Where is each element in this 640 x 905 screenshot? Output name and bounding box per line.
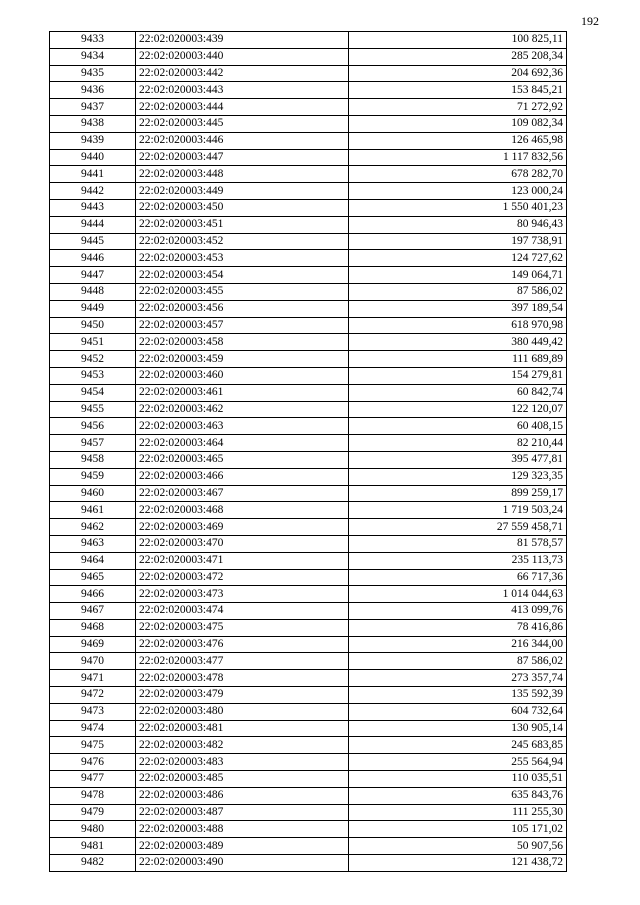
- cadastral-number-cell: 22:02:020003:478: [136, 670, 349, 687]
- table-row: [50, 317, 567, 334]
- cadastral-number-cell: 22:02:020003:447: [136, 149, 349, 166]
- cadastral-value-cell: 255 564,94: [349, 754, 567, 771]
- row-number-cell: 9461: [50, 502, 136, 519]
- cadastral-number-cell: 22:02:020003:463: [136, 418, 349, 435]
- cadastral-number-cell: 22:02:020003:450: [136, 199, 349, 216]
- table-row: [50, 535, 567, 552]
- table-row: [50, 502, 567, 519]
- cadastral-number-cell: 22:02:020003:486: [136, 787, 349, 804]
- cadastral-number-cell: 22:02:020003:439: [136, 32, 349, 49]
- cadastral-number-cell: 22:02:020003:464: [136, 435, 349, 452]
- cadastral-number-cell: 22:02:020003:490: [136, 855, 349, 872]
- table-row: [50, 183, 567, 200]
- table-row: [50, 703, 567, 720]
- row-number-cell: 9457: [50, 435, 136, 452]
- row-number-cell: 9477: [50, 771, 136, 788]
- cadastral-number-cell: 22:02:020003:483: [136, 754, 349, 771]
- cadastral-value-cell: 204 692,36: [349, 65, 567, 82]
- cadastral-value-cell: 60 842,74: [349, 384, 567, 401]
- row-number-cell: 9481: [50, 838, 136, 855]
- cadastral-value-cell: 81 578,57: [349, 535, 567, 552]
- cadastral-value-cell: 111 689,89: [349, 351, 567, 368]
- row-number-cell: 9435: [50, 65, 136, 82]
- cadastral-value-cell: 1 014 044,63: [349, 586, 567, 603]
- cadastral-value-cell: 105 171,02: [349, 821, 567, 838]
- row-number-cell: 9465: [50, 569, 136, 586]
- cadastral-number-cell: 22:02:020003:465: [136, 451, 349, 468]
- table-row: [50, 821, 567, 838]
- cadastral-number-cell: 22:02:020003:448: [136, 166, 349, 183]
- table-row: [50, 250, 567, 267]
- cadastral-number-cell: 22:02:020003:451: [136, 216, 349, 233]
- cadastral-number-cell: 22:02:020003:461: [136, 384, 349, 401]
- cadastral-value-cell: 216 344,00: [349, 636, 567, 653]
- table-row: [50, 216, 567, 233]
- table-row: [50, 99, 567, 116]
- cadastral-value-cell: 154 279,81: [349, 367, 567, 384]
- cadastral-value-cell: 678 282,70: [349, 166, 567, 183]
- cadastral-value-cell: 124 727,62: [349, 250, 567, 267]
- table-row: [50, 82, 567, 99]
- row-number-cell: 9444: [50, 216, 136, 233]
- row-number-cell: 9454: [50, 384, 136, 401]
- cadastral-number-cell: 22:02:020003:452: [136, 233, 349, 250]
- row-number-cell: 9445: [50, 233, 136, 250]
- cadastral-value-cell: 149 064,71: [349, 267, 567, 284]
- cadastral-value-cell: 395 477,81: [349, 451, 567, 468]
- table-row: [50, 115, 567, 132]
- table-row: [50, 166, 567, 183]
- row-number-cell: 9459: [50, 468, 136, 485]
- cadastral-value-cell: 110 035,51: [349, 771, 567, 788]
- cadastral-number-cell: 22:02:020003:468: [136, 502, 349, 519]
- cadastral-number-cell: 22:02:020003:462: [136, 401, 349, 418]
- table-row: [50, 267, 567, 284]
- cadastral-value-cell: 123 000,24: [349, 183, 567, 200]
- table-row: [50, 771, 567, 788]
- row-number-cell: 9471: [50, 670, 136, 687]
- cadastral-number-cell: 22:02:020003:476: [136, 636, 349, 653]
- table-body: [50, 32, 567, 872]
- table-row: [50, 636, 567, 653]
- cadastral-number-cell: 22:02:020003:481: [136, 720, 349, 737]
- cadastral-number-cell: 22:02:020003:449: [136, 183, 349, 200]
- row-number-cell: 9482: [50, 855, 136, 872]
- cadastral-value-cell: 87 586,02: [349, 653, 567, 670]
- cadastral-number-cell: 22:02:020003:453: [136, 250, 349, 267]
- table-row: [50, 670, 567, 687]
- row-number-cell: 9448: [50, 283, 136, 300]
- table-row: [50, 855, 567, 872]
- cadastral-number-cell: 22:02:020003:466: [136, 468, 349, 485]
- cadastral-value-cell: 1 117 832,56: [349, 149, 567, 166]
- table-row: [50, 586, 567, 603]
- row-number-cell: 9475: [50, 737, 136, 754]
- table-row: [50, 804, 567, 821]
- cadastral-value-cell: 78 416,86: [349, 619, 567, 636]
- cadastral-number-cell: 22:02:020003:470: [136, 535, 349, 552]
- cadastral-number-cell: 22:02:020003:489: [136, 838, 349, 855]
- cadastral-number-cell: 22:02:020003:443: [136, 82, 349, 99]
- cadastral-value-cell: 66 717,36: [349, 569, 567, 586]
- cadastral-number-cell: 22:02:020003:455: [136, 283, 349, 300]
- cadastral-number-cell: 22:02:020003:477: [136, 653, 349, 670]
- cadastral-value-cell: 50 907,56: [349, 838, 567, 855]
- row-number-cell: 9442: [50, 183, 136, 200]
- cadastral-number-cell: 22:02:020003:440: [136, 48, 349, 65]
- table-row: [50, 754, 567, 771]
- cadastral-number-cell: 22:02:020003:488: [136, 821, 349, 838]
- cadastral-number-cell: 22:02:020003:480: [136, 703, 349, 720]
- table-row: [50, 569, 567, 586]
- cadastral-value-cell: 135 592,39: [349, 687, 567, 704]
- cadastral-value-cell: 153 845,21: [349, 82, 567, 99]
- cadastral-number-cell: 22:02:020003:471: [136, 552, 349, 569]
- cadastral-value-cell: 245 683,85: [349, 737, 567, 754]
- cadastral-number-cell: 22:02:020003:472: [136, 569, 349, 586]
- row-number-cell: 9436: [50, 82, 136, 99]
- cadastral-number-cell: 22:02:020003:482: [136, 737, 349, 754]
- cadastral-value-cell: 635 843,76: [349, 787, 567, 804]
- row-number-cell: 9462: [50, 519, 136, 536]
- row-number-cell: 9443: [50, 199, 136, 216]
- cadastral-value-cell: 122 120,07: [349, 401, 567, 418]
- cadastral-value-cell: 618 970,98: [349, 317, 567, 334]
- cadastral-number-cell: 22:02:020003:474: [136, 603, 349, 620]
- cadastral-number-cell: 22:02:020003:445: [136, 115, 349, 132]
- row-number-cell: 9433: [50, 32, 136, 49]
- cadastral-number-cell: 22:02:020003:457: [136, 317, 349, 334]
- cadastral-number-cell: 22:02:020003:444: [136, 99, 349, 116]
- cadastral-value-cell: 1 719 503,24: [349, 502, 567, 519]
- cadastral-value-cell: 285 208,34: [349, 48, 567, 65]
- table-row: [50, 619, 567, 636]
- cadastral-value-cell: 71 272,92: [349, 99, 567, 116]
- table-row: [50, 384, 567, 401]
- table-row: [50, 737, 567, 754]
- row-number-cell: 9480: [50, 821, 136, 838]
- table-row: [50, 233, 567, 250]
- row-number-cell: 9478: [50, 787, 136, 804]
- table-row: [50, 418, 567, 435]
- table-row: [50, 603, 567, 620]
- cadastral-value-cell: 100 825,11: [349, 32, 567, 49]
- table-row: [50, 687, 567, 704]
- table-row: [50, 787, 567, 804]
- cadastral-value-cell: 397 189,54: [349, 300, 567, 317]
- row-number-cell: 9450: [50, 317, 136, 334]
- table-row: [50, 468, 567, 485]
- cadastral-number-cell: 22:02:020003:442: [136, 65, 349, 82]
- cadastral-number-cell: 22:02:020003:459: [136, 351, 349, 368]
- row-number-cell: 9440: [50, 149, 136, 166]
- cadastral-value-cell: 80 946,43: [349, 216, 567, 233]
- cadastral-number-cell: 22:02:020003:467: [136, 485, 349, 502]
- cadastral-value-cell: 129 323,35: [349, 468, 567, 485]
- row-number-cell: 9438: [50, 115, 136, 132]
- table-row: [50, 351, 567, 368]
- cadastral-value-cell: 87 586,02: [349, 283, 567, 300]
- cadastral-value-cell: 121 438,72: [349, 855, 567, 872]
- cadastral-value-cell: 27 559 458,71: [349, 519, 567, 536]
- table-row: [50, 48, 567, 65]
- table-row: [50, 838, 567, 855]
- page-number: 192: [581, 14, 599, 28]
- cadastral-value-cell: 109 082,34: [349, 115, 567, 132]
- row-number-cell: 9472: [50, 687, 136, 704]
- table-row: [50, 401, 567, 418]
- table-row: [50, 300, 567, 317]
- cadastral-value-cell: 197 738,91: [349, 233, 567, 250]
- cadastral-value-cell: 235 113,73: [349, 552, 567, 569]
- cadastral-number-cell: 22:02:020003:485: [136, 771, 349, 788]
- cadastral-value-cell: 111 255,30: [349, 804, 567, 821]
- row-number-cell: 9469: [50, 636, 136, 653]
- row-number-cell: 9449: [50, 300, 136, 317]
- cadastral-number-cell: 22:02:020003:479: [136, 687, 349, 704]
- row-number-cell: 9464: [50, 552, 136, 569]
- row-number-cell: 9446: [50, 250, 136, 267]
- table-row: [50, 451, 567, 468]
- cadastral-number-cell: 22:02:020003:458: [136, 334, 349, 351]
- cadastral-value-cell: 82 210,44: [349, 435, 567, 452]
- table-row: [50, 435, 567, 452]
- table-row: [50, 653, 567, 670]
- cadastral-value-cell: 1 550 401,23: [349, 199, 567, 216]
- row-number-cell: 9458: [50, 451, 136, 468]
- row-number-cell: 9467: [50, 603, 136, 620]
- row-number-cell: 9474: [50, 720, 136, 737]
- row-number-cell: 9470: [50, 653, 136, 670]
- cadastral-value-cell: 60 408,15: [349, 418, 567, 435]
- table-row: [50, 149, 567, 166]
- row-number-cell: 9447: [50, 267, 136, 284]
- row-number-cell: 9466: [50, 586, 136, 603]
- cadastral-value-cell: 604 732,64: [349, 703, 567, 720]
- cadastral-number-cell: 22:02:020003:456: [136, 300, 349, 317]
- table-row: [50, 552, 567, 569]
- row-number-cell: 9441: [50, 166, 136, 183]
- cadastral-value-cell: 380 449,42: [349, 334, 567, 351]
- row-number-cell: 9434: [50, 48, 136, 65]
- cadastral-value-table: [49, 31, 567, 872]
- table-row: [50, 32, 567, 49]
- cadastral-value-cell: 899 259,17: [349, 485, 567, 502]
- row-number-cell: 9452: [50, 351, 136, 368]
- cadastral-number-cell: 22:02:020003:475: [136, 619, 349, 636]
- row-number-cell: 9437: [50, 99, 136, 116]
- row-number-cell: 9479: [50, 804, 136, 821]
- table-row: [50, 367, 567, 384]
- row-number-cell: 9456: [50, 418, 136, 435]
- row-number-cell: 9468: [50, 619, 136, 636]
- cadastral-value-cell: 413 099,76: [349, 603, 567, 620]
- cadastral-number-cell: 22:02:020003:473: [136, 586, 349, 603]
- row-number-cell: 9455: [50, 401, 136, 418]
- cadastral-number-cell: 22:02:020003:469: [136, 519, 349, 536]
- cadastral-number-cell: 22:02:020003:446: [136, 132, 349, 149]
- cadastral-number-cell: 22:02:020003:487: [136, 804, 349, 821]
- table-row: [50, 334, 567, 351]
- row-number-cell: 9460: [50, 485, 136, 502]
- row-number-cell: 9453: [50, 367, 136, 384]
- table-row: [50, 199, 567, 216]
- row-number-cell: 9476: [50, 754, 136, 771]
- table-row: [50, 65, 567, 82]
- table-row: [50, 485, 567, 502]
- row-number-cell: 9463: [50, 535, 136, 552]
- table-row: [50, 132, 567, 149]
- table-row: [50, 720, 567, 737]
- cadastral-value-cell: 126 465,98: [349, 132, 567, 149]
- row-number-cell: 9451: [50, 334, 136, 351]
- table-row: [50, 519, 567, 536]
- cadastral-number-cell: 22:02:020003:460: [136, 367, 349, 384]
- cadastral-number-cell: 22:02:020003:454: [136, 267, 349, 284]
- row-number-cell: 9473: [50, 703, 136, 720]
- row-number-cell: 9439: [50, 132, 136, 149]
- table-row: [50, 283, 567, 300]
- cadastral-value-cell: 130 905,14: [349, 720, 567, 737]
- cadastral-value-cell: 273 357,74: [349, 670, 567, 687]
